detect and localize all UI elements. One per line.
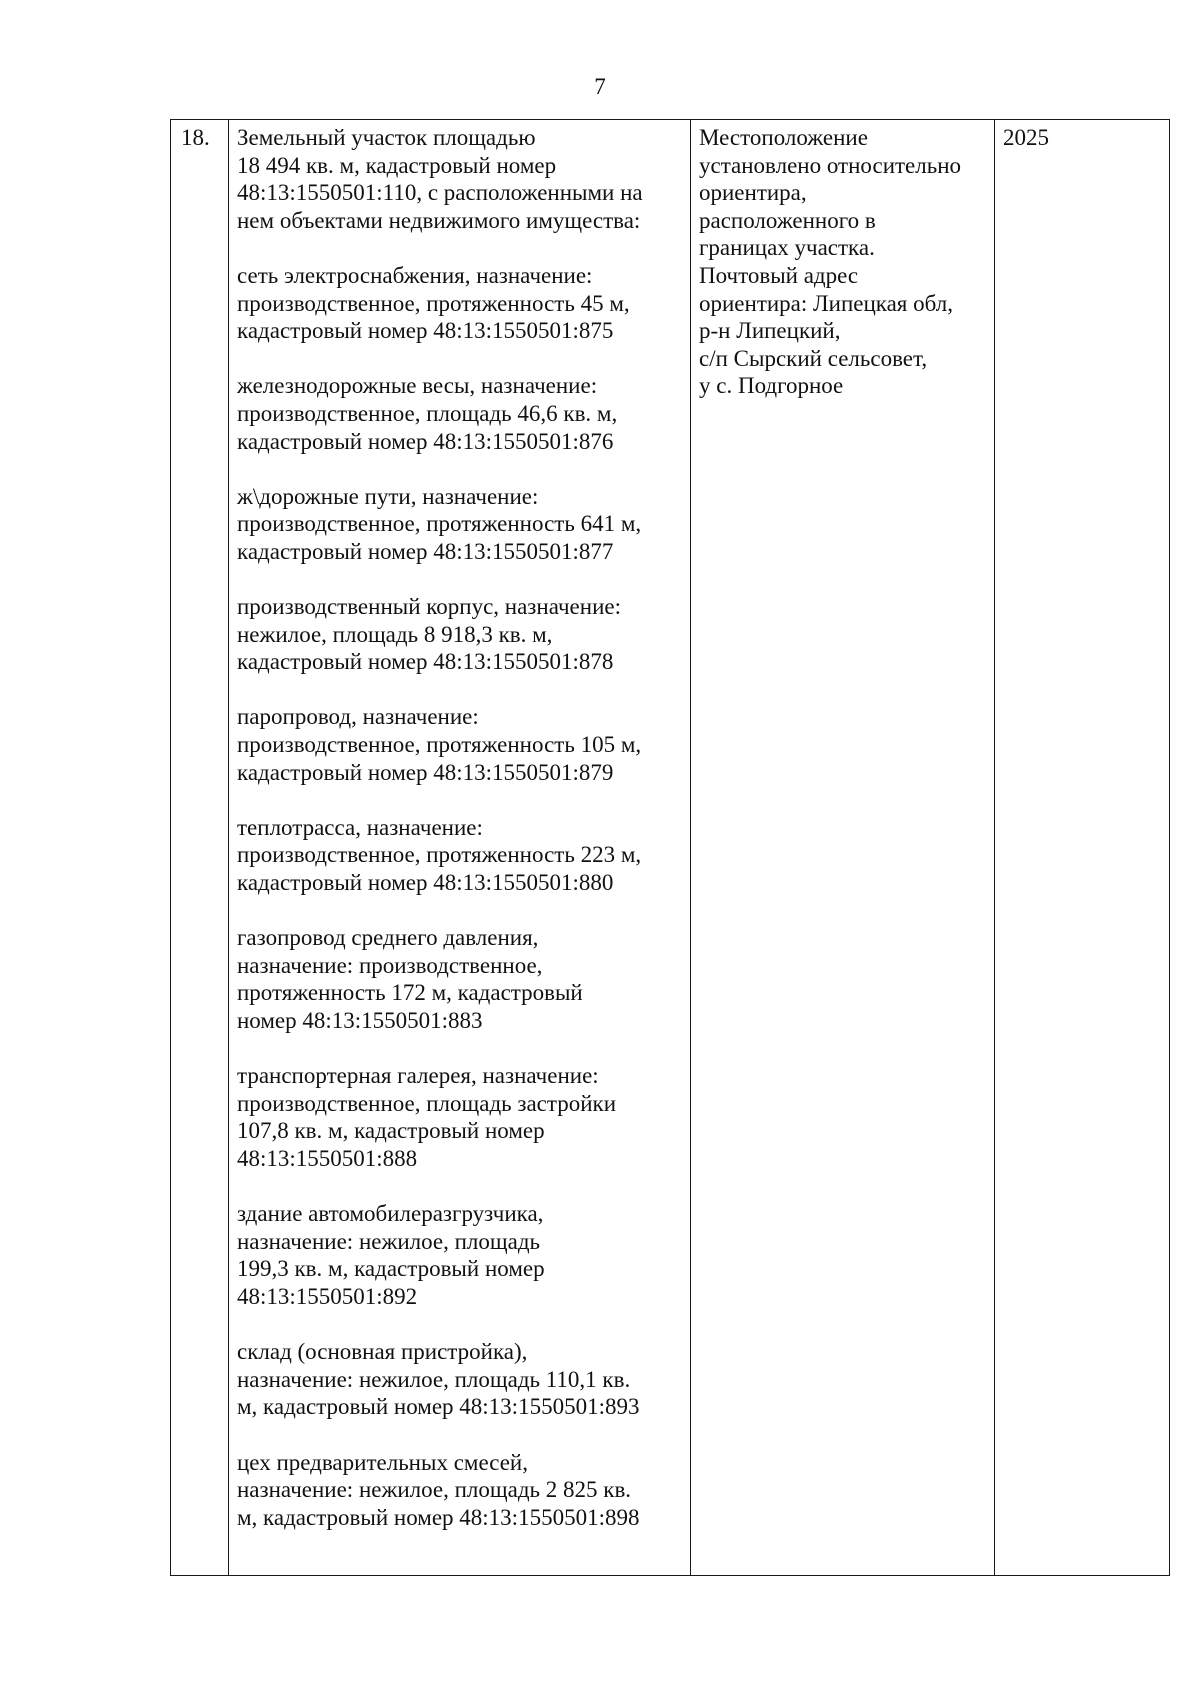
object-paragraph: сеть электроснабжения, назначение: производственное, протяженность 45 м, кадастровый номер 48:13:1550501:875 [237,262,630,344]
object-paragraph: склад (основная пристройка), назначение: нежилое, площадь 110,1 кв. м, кадастровый номер 48:13:1550501:893 [237,1339,640,1420]
object-paragraph: железнодорожные весы, назначение: производственное, площадь 46,6 кв. м, кадастровый номер 48:13:1550501:876 [237,373,618,454]
location-text: Местоположение установлено относительно ориентира, расположенного в границах участка. Почтовый адрес ориентира: Липецкая обл, р-н Липецкий, с/п Сырский сельсовет, у с. Подгорное [699,125,962,399]
year-cell [995,120,1170,1576]
location-cell [691,120,995,1576]
row-number: 18. [181,125,210,150]
object-paragraph: газопровод среднего давления, назначение: производственное, протяженность 172 м, кадастровый номер 48:13:1550501:883 [237,925,583,1033]
object-paragraph: паропровод, назначение: производственное, протяженность 105 м, кадастровый номер 48:13:1550501:879 [237,704,642,785]
object-paragraph: теплотрасса, назначение: производственное, протяженность 223 м, кадастровый номер 48:13:1550501:880 [237,814,642,896]
object-paragraph: цех предварительных смесей, назначение: нежилое, площадь 2 825 кв. м, кадастровый номер 48:13:1550501:898 [237,1449,640,1530]
land-plot-paragraph: Земельный участок площадью 18 494 кв. м, кадастровый номер 48:13:1550501:110, с расположенными на нем объектами недвижимого имущества: [237,125,643,233]
year-value: 2025 [1003,125,1049,150]
object-paragraph: транспортерная галерея, назначение: производственное, площадь застройки 107,8 кв. м, кадастровый номер 48:13:1550501:888 [237,1063,617,1171]
property-table [170,119,1170,1576]
object-paragraph: ж\дорожные пути, назначение: производственное, протяженность 641 м, кадастровый номер 48:13:1550501:877 [237,483,642,564]
row-number-cell [171,120,229,1576]
object-paragraph: здание автомобилеразгрузчика, назначение: нежилое, площадь 199,3 кв. м, кадастровый номер 48:13:1550501:892 [237,1201,545,1309]
object-description-cell [229,120,691,1576]
table-row [171,120,1170,1576]
object-paragraph: производственный корпус, назначение: нежилое, площадь 8 918,3 кв. м, кадастровый номер 48:13:1550501:878 [237,594,621,675]
page-number: 7 [594,74,606,99]
